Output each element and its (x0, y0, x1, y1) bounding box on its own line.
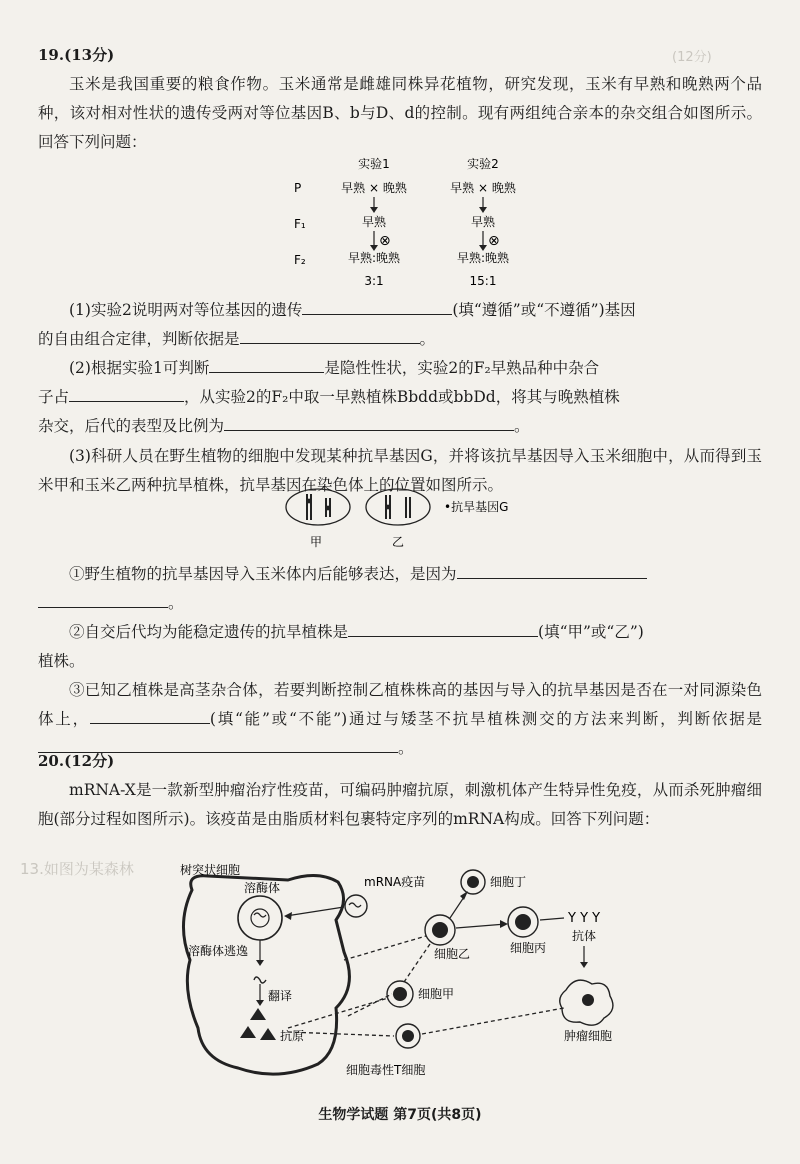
immune-response-diagram (168, 860, 648, 1092)
label-jia: 甲 (309, 535, 323, 549)
answer-blank[interactable] (69, 383, 184, 402)
selfing-symbol: ⊗ (379, 233, 391, 249)
question-19-intro: 玉米是我国重要的粮食作物。玉米通常是雌雄同株异花植物，研究发现，玉米有早熟和晚熟两个品种，该对相对性状的遗传受两对等位基因B、b与D、d的控制。现有两组纯合亲本的杂交组合如图所示。回答下列问题： (38, 75, 762, 151)
answer-blank[interactable] (348, 618, 538, 637)
f2-generation-label: F₂ (294, 253, 306, 267)
answer-blank[interactable] (457, 560, 647, 579)
question-19-item2: ②自交后代均为能稳定遗传的抗旱植株是 (填“甲”或“乙”) 植株。 (38, 618, 762, 676)
cell-ding-label: 细胞丁 (490, 875, 527, 889)
question-19-item1: ①野生植物的抗旱基因导入玉米体内后能够表达，是因为 。 (38, 560, 762, 618)
legend-drought-gene: •抗旱基因G (444, 500, 509, 514)
exp2-ratio: 15:1 (469, 274, 497, 288)
question-19-part3: (3)科研人员在野生植物的细胞中发现某种抗旱基因G，并将该抗旱基因导入玉米细胞中，从而得到玉米甲和玉米乙两种抗旱植株，抗旱基因在染色体上的位置如图所示。 (38, 447, 762, 494)
exp1-ratio: 3:1 (364, 274, 384, 288)
f1-generation-label: F₁ (294, 217, 306, 231)
antibody-label: 抗体 (572, 929, 597, 943)
cell-yi-label: 细胞乙 (434, 947, 471, 961)
lysosome-label: 溶酶体 (244, 881, 281, 895)
p-generation-label: P (294, 181, 302, 195)
antigen-label: 抗原 (280, 1029, 305, 1043)
exp1-f2: 早熟:晚熟 (347, 251, 401, 265)
exp2-f2: 早熟:晚熟 (456, 251, 510, 265)
chromosome-figure (282, 484, 542, 552)
cell-bing-label: 细胞丙 (510, 941, 547, 955)
exp1-f1: 早熟 (361, 215, 387, 229)
answer-blank[interactable] (209, 354, 324, 373)
answer-blank[interactable] (224, 412, 514, 431)
question-20-header: 20.(12分) (38, 752, 115, 770)
tumor-cell-label: 肿瘤细胞 (564, 1029, 613, 1043)
exp1-parents: 早熟 × 晚熟 (341, 181, 407, 195)
question-19-header: 19.(13分) (38, 46, 115, 64)
exp2-parents: 早熟 × 晚熟 (450, 181, 516, 195)
translation-label: 翻译 (268, 989, 293, 1003)
label-yi: 乙 (391, 535, 405, 549)
exp1-title: 实验1 (358, 157, 390, 171)
page-footer: 生物学试题 第7页(共8页) (318, 1107, 482, 1123)
question-20-intro: mRNA-X是一款新型肿瘤治疗性疫苗，可编码肿瘤抗原，刺激机体产生特异性免疫，从而杀死肿瘤细胞(部分过程如图所示)。该疫苗是由脂质材料包裹特定序列的mRNA构成。回答下列问题： (38, 781, 762, 828)
question-19-part1: (1)实验2说明两对等位基因的遗传 (填“遵循”或“不遵循”)基因 的自由组合定律，判断依据是 。 (38, 296, 762, 354)
ctl-label: 细胞毒性T细胞 (346, 1063, 426, 1077)
answer-blank[interactable] (90, 705, 210, 724)
mrna-vaccine-label: mRNA疫苗 (364, 875, 426, 889)
exp2-title: 实验2 (467, 157, 499, 171)
bleed-through-text: 13.如图为某森林 (20, 860, 134, 878)
antibody-icon: Y Y Y (568, 911, 601, 926)
question-19-item3: ③已知乙植株是高茎杂合体，若要判断控制乙植株株高的基因与导入的抗旱基因是否在一对同源染色体上， (填“能”或“不能”)通过与矮茎不抗旱植株测交的方法来判断，判断依据是。 (38, 681, 762, 757)
answer-blank[interactable] (302, 296, 452, 315)
bleed-through-text: (12分) (672, 50, 712, 65)
lysosome-escape-label: 溶酶体逃逸 (188, 944, 249, 958)
question-19-part2: (2)根据实验1可判断 是隐性性状，实验2的F₂早熟品种中杂合 子占 ，从实验2的F₂中取一早熟植株Bbdd或bbDd，将其与晚熟植株 杂交，后代的表型及比例为 。 (38, 354, 762, 441)
answer-blank[interactable] (240, 325, 420, 344)
exp2-f1: 早熟 (470, 215, 496, 229)
answer-blank[interactable] (38, 589, 168, 608)
dendritic-cell-label: 树突状细胞 (180, 863, 241, 877)
cross-diagram (280, 152, 540, 294)
cell-jia-label: 细胞甲 (418, 987, 455, 1001)
selfing-symbol: ⊗ (488, 233, 500, 249)
